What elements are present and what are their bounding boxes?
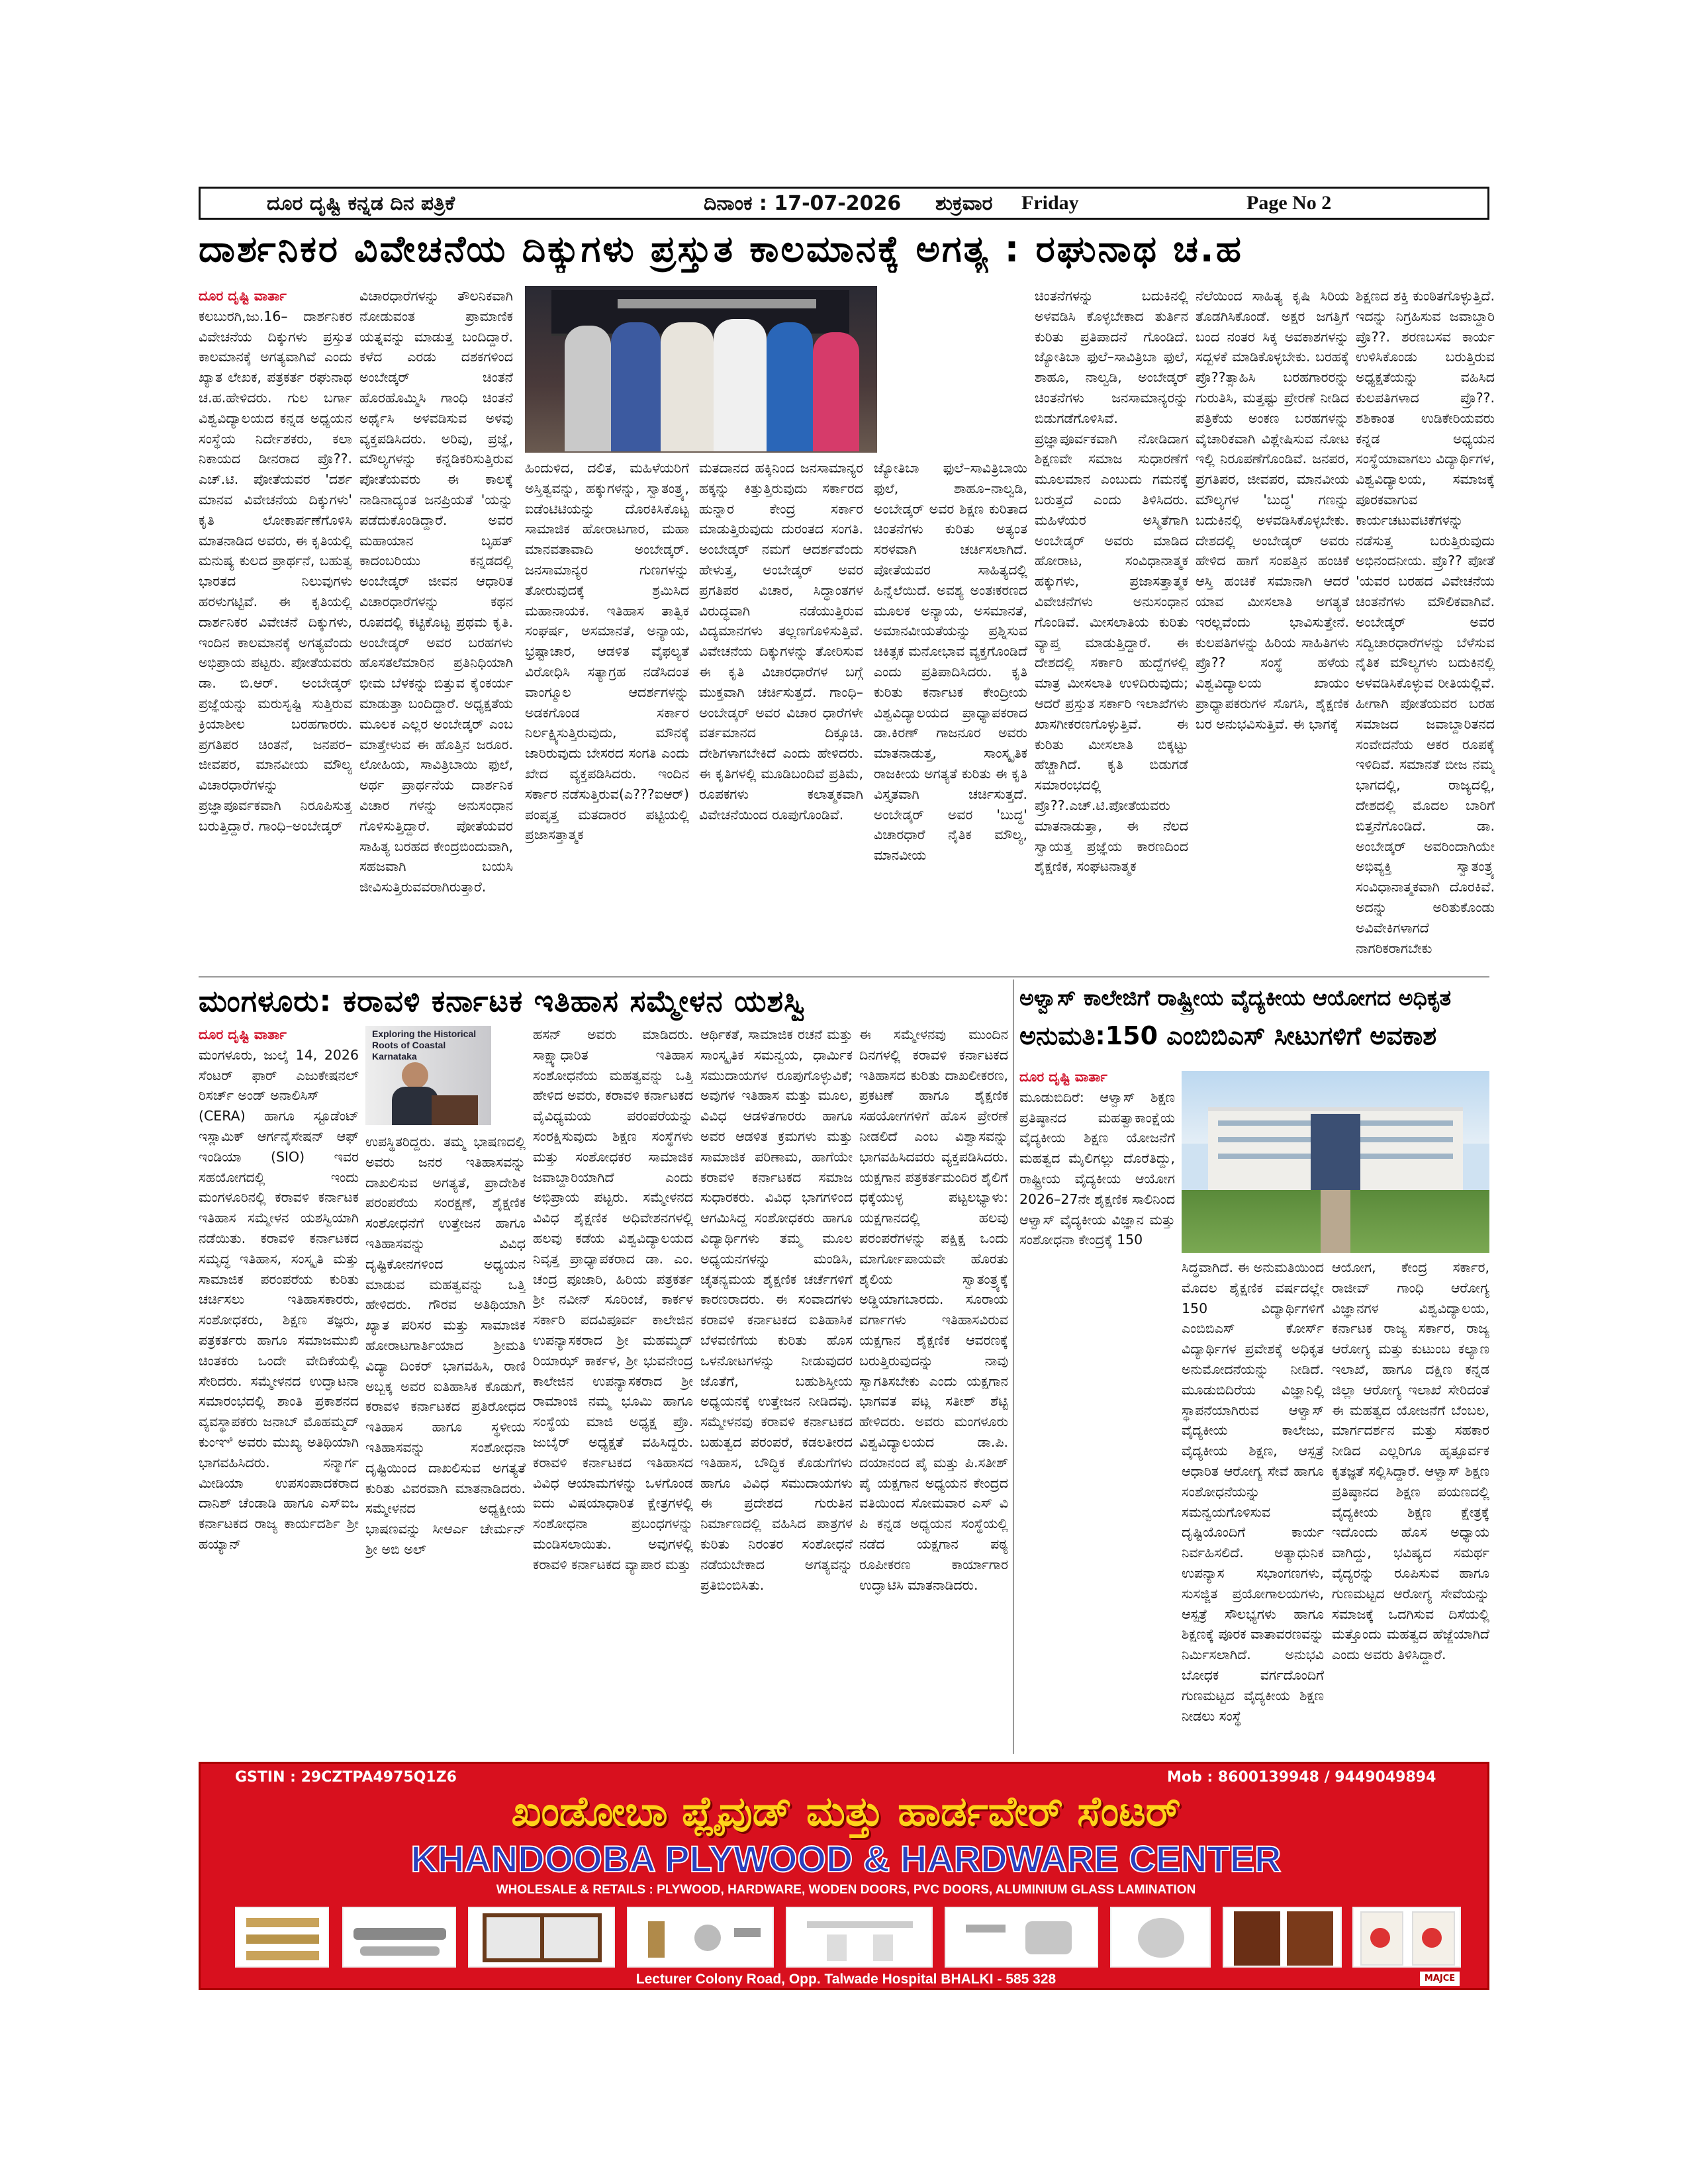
story1-column-1 bbox=[199, 286, 352, 971]
story1-column-4: ಮತದಾನದ ಹಕ್ಕಿನಿಂದ ಜನಸಾಮಾನ್ಯರ ಹಕ್ಕನ್ನು ಕಿತ್ತುತ್ತಿರುವುದು ಸರ್ಕಾರದ ಹುನ್ನಾರ ಕೇಂದ್ರ ಸರ್ಕಾರ ಮಾಡುತ್ತಿರುವುದು ದುರಂತದ ಸಂಗತಿ. ಅಂಬೇಡ್ಕರ್ ನಮಗೆ ಆದರ್ಶವೆಂದು ಹೇಳುತ್ತ, ಅಂಬೇಡ್ಕರ್ ಅವರ ಪ್ರಗತಿಪರ ವಿಚಾರ, ಸಿದ್ಧಾಂತಗಳ ವಿರುದ್ಧವಾಗಿ ನಡೆಯುತ್ತಿರುವ ವಿದ್ಯಮಾನಗಳು ತಲ್ಲಣಗೊಳಿಸುತ್ತಿವೆ. ವಿವೇಚನೆಯ ದಿಕ್ಕುಗಳನ್ನು ತೋರಿಸುವ ಈ ಕೃತಿ ವಿಚಾರಧಾರೆಗಳ ಬಗ್ಗೆ ಮುಕ್ತವಾಗಿ ಚರ್ಚಿಸುತ್ತದೆ. ಗಾಂಧಿ–ಅಂಬೇಡ್ಕರ್ ಅವರ ವಿಚಾರ ಧಾರೆಗಳೇ ವರ್ತಮಾನದ ದಿಕ್ಸೂಚಿ. ದೇಶಿಗಳಾಗಬೇಕಿದೆ ಎಂದು ಹೇಳಿದರು. ಈ ಕೃತಿಗಳಲ್ಲಿ ಮೂಡಿಬಂದಿವೆ ಪ್ರತಿಮೆ, ರೂಪಕಗಳು ಕಲಾತ್ಮಕವಾಗಿ ವಿವೇಚನೆಯಿಂದ ರೂಪುಗೊಂಡಿವೆ. bbox=[699, 460, 863, 823]
ad-tagline: WHOLESALE & RETAILS : PLYWOOD, HARDWARE, WODEN DOORS, PVC DOORS, ALUMINIUM GLASS LAMINATION bbox=[496, 1883, 1196, 1897]
story1-column-2: ವಿಚಾರಧಾರೆಗಳನ್ನು ತೌಲನಿಕವಾಗಿ ನೋಡುವಂತ ಪ್ರಾಮಾಣಿಕ ಯತ್ನವನ್ನು ಮಾಡುತ್ತ ಬಂದಿದ್ದಾರೆ. ಕಳೆದ ಎರಡು ದಶಕಗಳಿಂದ ಅಂಬೇಡ್ಕರ್ ಚಿಂತನೆ ಹೊರಹೊಮ್ಮಿಸಿ ಗಾಂಧಿ ಚಿಂತನೆ ಅರ್ಥೈಸಿ ಅಳವಡಿಸುವ ಅಳವು ವ್ಯಕ್ತಪಡಿಸಿದರು. ಅರಿವು, ಪ್ರಜ್ಞೆ, ಮೌಲ್ಯಗಳನ್ನು ಕನ್ನಡಿಕರಿಸುತ್ತಿರುವ ಪೋತೆಯವರು ಈ ಕಾಲಕ್ಕೆ ನಾಡಿನಾದ್ಯಂತ ಜನಪ್ರಿಯತೆ 'ಯನ್ನು ಪಡೆದುಕೊಂಡಿದ್ದಾರೆ. ಅವರ ಮಹಾಯಾನ ಬೃಹತ್ ಕಾದಂಬರಿಯು ಕನ್ನಡದಲ್ಲಿ ಅಂಬೇಡ್ಕರ್ ಜೀವನ ಆಧಾರಿತ ವಿಚಾರಧಾರೆಗಳನ್ನು ಕಥನ ರೂಪದಲ್ಲಿ ಕಟ್ಟಿಕೊಟ್ಟ ಪ್ರಥಮ ಕೃತಿ. ಅಂಬೇಡ್ಕರ್ ಅವರ ಬರಹಗಳು ಹೊಸತಲೆಮಾರಿನ ಪ್ರತಿನಿಧಿಯಾಗಿ ಭೀಮ ಬೆಳಕನ್ನು ಬಿತ್ತುವ ಕೈಂಕರ್ಯ ಮಾಡುತ್ತಾ ಬಂದಿದ್ದಾರೆ. ಅಧ್ಯಕ್ಷತೆಯ ಮೂಲಕ ಎಲ್ಲರ ಅಂಬೇಡ್ಕರ್ ಎಂಬ ಮಾತ್ತೇಳುವ ಈ ಹೊತ್ತಿನ ಜರೂರ. ಲೋಹಿಯ, ಸಾವಿತ್ರಿಬಾಯಿ ಫುಲೆ, ಅರ್ಥ ಪ್ರಾರ್ಥನೆಯ ದಾರ್ಶನಿಕ ವಿಚಾರ ಗಳನ್ನು ಅನುಸಂಧಾನ ಗೊಳಿಸುತ್ತಿದ್ದಾರೆ. ಪೋತೆಯವರ ಸಾಹಿತ್ಯ ಬರಹದ ಕೇಂದ್ರಬಿಂದುವಾಗಿ, ಸಹಜವಾಗಿ ಬಯಸಿ ಜೀವಿಸುತ್ತಿರುವವರಾಗಿರುತ್ತಾರೆ. bbox=[359, 288, 513, 895]
ad-product-taps bbox=[945, 1907, 1098, 1968]
day-english: Friday bbox=[1021, 192, 1079, 214]
ad-mobile: Mob : 8600139948 / 9449049894 bbox=[1167, 1769, 1436, 1786]
ad-product-fixtures bbox=[1110, 1907, 1211, 1968]
ad-product-wooden-doors bbox=[1223, 1907, 1342, 1968]
story1-headline: ದಾರ್ಶನಿಕರ ವಿವೇಚನೆಯ ದಿಕ್ಕುಗಳು ಪ್ರಸ್ತುತ ಕಾಲಮಾನಕ್ಕೆ ಅಗತ್ಯ : ರಘುನಾಥ ಚ.ಹ bbox=[199, 228, 1243, 270]
story3-text-1: ಮೂಡುಬಿದಿರೆ: ಆಳ್ವಾಸ್ ಶಿಕ್ಷಣ ಪ್ರತಿಷ್ಠಾನದ ಮಹತ್ವಾಕಾಂಕ್ಷೆಯ ವೈದ್ಯಕೀಯ ಶಿಕ್ಷಣ ಯೋಜನೆಗೆ ಮಹತ್ವದ ಮೈಲಿಗಲ್ಲು ದೊರೆತಿದ್ದು, ರಾಷ್ಟ್ರೀಯ ವೈದ್ಯಕೀಯ ಆಯೋಗ 2026–27ನೇ ಶೈಕ್ಷಣಿಕ ಸಾಲಿನಿಂದ ಆಳ್ವಾಸ್ ವೈದ್ಯಕೀಯ ವಿಜ್ಞಾನ ಮತ್ತು ಸಂಶೋಧನಾ ಕೇಂದ್ರಕ್ಕೆ 150 bbox=[1019, 1089, 1175, 1248]
date-label: ದಿನಾಂಕ : 17-07-2026 bbox=[704, 191, 902, 215]
story2-column-1 bbox=[199, 1024, 359, 1752]
ad-product-window bbox=[468, 1907, 615, 1968]
story2-text-1a: ಮಂಗಳೂರು, ಜುಲೈ 14, 2026 ಸೆಂಟರ್ ಫಾರ್ ಎಜುಕೇಷನಲ್ ರಿಸರ್ಚ್ ಅಂಡ್ ಅನಾಲಿಸಿಸ್ bbox=[199, 1046, 359, 1104]
story2-photo-banner: Exploring the Historical Roots of Coastal Karnataka bbox=[372, 1028, 477, 1062]
story1-byline: ದೂರ ದೃಷ್ಟಿ ವಾರ್ತಾ bbox=[199, 288, 287, 304]
section-divider bbox=[199, 976, 1489, 978]
story3-headline-line2: ಅನುಮತಿ:150 ಎಂಬಿಬಿಎಸ್ ಸೀಟುಗಳಿಗೆ ಅವಕಾಶ bbox=[1019, 1021, 1437, 1050]
page-header bbox=[199, 187, 1489, 220]
ad-title-kannada: ಖಂಡೋಬಾ ಪ್ಲೈವುಡ್ ಮತ್ತು ಹಾರ್ಡವೇರ್ ಸೆಂಟರ್ bbox=[511, 1787, 1181, 1835]
advertisement-banner bbox=[199, 1762, 1489, 1990]
story1-text-1: ಕಲಬುರಗಿ,ಜು.16– ದಾರ್ಶನಿಕರ ವಿವೇಚನೆಯ ದಿಕ್ಕುಗಳು ಪ್ರಸ್ತುತ ಕಾಲಮಾನಕ್ಕೆ ಅಗತ್ಯವಾಗಿವೆ ಎಂದು ಖ್ಯಾತ ಲೇಖಕ, ಪತ್ರಕರ್ತ ರಘುನಾಥ ಚ.ಹ.ಹೇಳಿದರು. ಗುಲ ಬರ್ಗಾ ವಿಶ್ವವಿದ್ಯಾಲಯದ ಕನ್ನಡ ಅಧ್ಯಯನ ಸಂಸ್ಥೆಯ ನಿರ್ದೇಶಕರು, ಕಲಾ ನಿಕಾಯದ ಡೀನರಾದ ಪ್ರೊ??. ಎಚ್.ಟಿ. ಪೋತೆಯವರ 'ದರ್ಶ ಮಾನವ ವಿವೇಚನೆಯ ದಿಕ್ಕುಗಳು' ಕೃತಿ ಲೋಕಾರ್ಪಣೆಗೊಳಿಸಿ ಮಾತನಾಡಿದ ಅವರು, ಈ ಕೃತಿಯಲ್ಲಿ ಮನುಷ್ಯ ಕುಲದ ಪ್ರಾರ್ಥನೆ, ಬಹುತ್ವ ಭಾರತದ ನಿಲುವುಗಳು ಹರಳುಗಟ್ಟಿವೆ. ಈ ಕೃತಿಯಲ್ಲಿ ದಾರ್ಶನಿಕರ ವಿವೇಚನೆ ದಿಕ್ಕುಗಳು, ಇಂದಿನ ಕಾಲಮಾನಕ್ಕೆ ಅಗತ್ಯವೆಂದು ಅಭಿಪ್ರಾಯ ಪಟ್ಟರು. ಪೋತೆಯವರು ಡಾ. ಬಿ.ಆರ್. ಅಂಬೇಡ್ಕರ್ ಪ್ರಜ್ಞೆಯನ್ನು ಮರುಸೃಷ್ಟಿ ಸುತ್ತಿರುವ ಕ್ರಿಯಾಶೀಲ ಬರಹಗಾರರು. ಪ್ರಗತಿಪರ ಚಿಂತನೆ, ಜನಪರ– ಜೀವಪರ, ಮಾನವೀಯ ಮೌಲ್ಯ ವಿಚಾರಧಾರೆಗಳನ್ನು ಪ್ರಜ್ಞಾಪೂರ್ವಕವಾಗಿ ನಿರೂಪಿಸುತ್ತ ಬರುತ್ತಿದ್ದಾರೆ. ಗಾಂಧಿ–ಅಂಬೇಡ್ಕರ್ bbox=[199, 308, 352, 834]
story2-photo bbox=[365, 1026, 491, 1125]
ad-product-hinges bbox=[235, 1907, 329, 1968]
ad-product-bolts bbox=[342, 1907, 456, 1968]
story1-column-7: ನೆಲೆಯಿಂದ ಸಾಹಿತ್ಯ ಕೃಷಿ ಸಿರಿಯ ತೊಡಗಿಸಿಕೊಂಡೆ. ಅಕ್ಷರ ಜಗತ್ತಿಗೆ ಬಂದ ನಂತರ ಸಿಕ್ಕ ಅವಕಾಶಗಳನ್ನು ಸದ್ಬಳಕೆ ಮಾಡಿಕೊಳ್ಳಬೇಕು. ಬರಹಕ್ಕೆ ಪ್ರೊ??ತ್ಸಾಹಿಸಿ ಬರಹಗಾರರನ್ನು ಗುರುತಿಸಿ, ಮತ್ತಷ್ಟು ಪ್ರೇರಣೆ ನೀಡಿದ ಪತ್ರಿಕೆಯ ಅಂಕಣ ಬರಹಗಳನ್ನು ವೈಚಾರಿಕವಾಗಿ ವಿಶ್ಲೇಷಿಸುವ ನೋಟ ಇಲ್ಲಿ ನಿರೂಪಣೆಗೊಂಡಿವೆ. ಜನಪರ, ಪ್ರಗತಿಪರ, ಜೀವಪರ, ಮಾನವೀಯ ಮೌಲ್ಯಗಳ 'ಬುದ್ಧ' ಗಣನ್ನು ಬದುಕಿನಲ್ಲಿ ಅಳವಡಿಸಿಕೊಳ್ಳಬೇಕು. ದೇಶದಲ್ಲಿ ಅಂಬೇಡ್ಕರ್ ಅವರು ಹೇಳಿದ ಹಾಗೆ ಸಂಪತ್ತಿನ ಹಂಚಿಕೆ ಆಸ್ತಿ ಹಂಚಿಕೆ ಸಮಾನಾಗಿ ಆದರೆ ಯಾವ ಮೀಸಲಾತಿ ಅಗತ್ಯತೆ ಇರಲ್ಲವೆಂದು ಭಾವಿಸುತ್ತೇನೆ. ಕುಲಪತಿಗಳನ್ನು ಹಿರಿಯ ಸಾಹಿತಿಗಳು ಪ್ರೊ?? ಸಂಸ್ಥೆ ಹಳೆಯ ವಿಶ್ವವಿದ್ಯಾಲಯ ಖಾಯಂ ಪ್ರಾಧ್ಯಾಪಕರುಗಳ ಸೊಗಸಿ, ಶೈಕ್ಷಣಿಕ ಬರ ಅನುಭವಿಸುತ್ತಿವೆ. ಈ ಭಾಗಕ್ಕೆ bbox=[1196, 288, 1349, 732]
story1-column-6: ಚಿಂತನೆಗಳನ್ನು ಬದುಕಿನಲ್ಲಿ ಅಳವಡಿಸಿ ಕೊಳ್ಳಬೇಕಾದ ತುರ್ತಿನ ಕುರಿತು ಪ್ರತಿಪಾದನೆ ಗೊಂಡಿದೆ. ಜ್ಯೋತಿಬಾ ಫುಲೆ–ಸಾವಿತ್ರಿಬಾ ಫುಲೆ, ಶಾಹೂ, ನಾಲ್ವಡಿ, ಅಂಬೇಡ್ಕರ್ ಚಿಂತನೆಗಳು ಜನಸಾಮಾನ್ಯರನ್ನು ಬಿಡುಗಡೆಗೊಳಿಸಿವೆ. ಪ್ರಜ್ಞಾಪೂರ್ವಕವಾಗಿ ನೋಡಿದಾಗ ಶಿಕ್ಷಣವೇ ಸಮಾಜ ಸುಧಾರಣೆಗೆ ಮೂಲಮಾನ ಎಂಬುದು ಗಮನಕ್ಕೆ ಬರುತ್ತದೆ ಎಂದು ತಿಳಿಸಿದರು. ಮಹಿಳೆಯರ ಅಸ್ಮಿತೆಗಾಗಿ ಅಂಬೇಡ್ಕರ್ ಅವರು ಮಾಡಿದ ಹೋರಾಟ, ಸಂವಿಧಾನಾತ್ಮಕ ಹಕ್ಕುಗಳು, ಪ್ರಜಾಸತ್ತಾತ್ಮಕ ವಿವೇಚನೆಗಳು ಅನುಸಂಧಾನ ಗೊಂಡಿವೆ. ಮೀಸಲಾತಿಯ ಕುರಿತು ವ್ಯಾಪ್ತ ಮಾಡುತ್ತಿದ್ದಾರೆ. ಈ ದೇಶದಲ್ಲಿ ಸರ್ಕಾರಿ ಹುದ್ದೆಗಳಲ್ಲಿ ಮಾತ್ರ ಮೀಸಲಾತಿ ಉಳಿದಿರುವುದು; ಆದರೆ ಪ್ರಸ್ತುತ ಸರ್ಕಾರಿ ಇಲಾಖೆಗಳು ಖಾಸಗೀಕರಣಗೊಳ್ಳುತ್ತಿವೆ. ಈ ಕುರಿತು ಮೀಸಲಾತಿ ಬಿಕ್ಕಟ್ಟು ಹೆಚ್ಚಾಗಿದೆ. ಕೃತಿ ಬಿಡುಗಡೆ ಸಮಾರಂಭದಲ್ಲಿ ಪ್ರೊ??.ಎಚ್.ಟಿ.ಪೋತೆಯವರು ಮಾತನಾಡುತ್ತಾ, ಈ ನೆಲದ ಸ್ವಾಯತ್ತ ಪ್ರಜ್ಞೆಯ ಕಾರಣದಿಂದ ಶೈಕ್ಷಣಿಕ, ಸಂಘಟನಾತ್ಮಕ bbox=[1035, 288, 1188, 875]
story1-column-3: ಹಿಂದುಳಿದ, ದಲಿತ, ಮಹಿಳೆಯರಿಗೆ ಅಸ್ತಿತ್ವವನ್ನು, ಹಕ್ಕುಗಳನ್ನು, ಸ್ವಾತಂತ್ರ್ಯ, ಐಡೆಂಟಿಟಿಯನ್ನು ದೊರಕಿಸಿಕೊಟ್ಟ ಸಾಮಾಜಿಕ ಹೋರಾಟಗಾರ, ಮಹಾ ಮಾನವತಾವಾದಿ ಅಂಬೇಡ್ಕರ್. ಜನಸಾಮಾನ್ಯರ ಗುಣಗಳನ್ನು ತೋರುವುದಕ್ಕೆ ಶ್ರಮಿಸಿದ ಮಹಾನಾಯಕ. ಇತಿಹಾಸ ತಾತ್ವಿಕ ಸಂಘರ್ಷ, ಅಸಮಾನತೆ, ಅನ್ಯಾಯ, ಭ್ರಷ್ಟಾಚಾರ, ಆಡಳಿತ ವೈಫಲ್ಯತೆ ವಿರೋಧಿಸಿ ಸತ್ಯಾಗ್ರಹ ನಡೆಸಿದಂತ ವಾಂಗ್ಮೂಲ ಆದರ್ಶಗಳನ್ನು ಅಡಕಗೊಂಡ ಸರ್ಕಾರ ನಿರ್ಲಕ್ಷ್ಯಿಸುತ್ತಿರುವುದು, ಮೌನಕ್ಕೆ ಜಾರಿರುವುದು ಬೇಸರದ ಸಂಗತಿ ಎಂದು ಖೇದ ವ್ಯಕ್ತಪಡಿಸಿದರು. ಇಂದಿನ ಸರ್ಕಾರ ನಡೆಸುತ್ತಿರುವ(ಎ???ಐಆರ್) ಪಂಪೃತ್ತ ಮತದಾರರ ಪಟ್ಟಿಯಲ್ಲಿ ಪ್ರಜಾಸತ್ತಾತ್ಮಕ bbox=[525, 460, 689, 843]
story1-photo bbox=[525, 286, 877, 453]
story3-photo bbox=[1182, 1071, 1489, 1253]
story2-headline: ಮಂಗಳೂರು: ಕರಾವಳಿ ಕರ್ನಾಟಕ ಇತಿಹಾಸ ಸಮ್ಮೇಳನ ಯಶಸ್ವಿ bbox=[199, 983, 806, 1019]
story2-text-1b: (CERA) ಹಾಗೂ ಸ್ಟೂಡೆಂಟ್ ಇಸ್ಲಾಮಿಕ್ ಆರ್ಗನೈಸೇಷನ್ ಆಫ್ ಇಂಡಿಯಾ (SIO) ಇವರ ಸಹಯೋಗದಲ್ಲಿ ಇಂದು ಮಂಗಳೂರಿನಲ್ಲಿ ಕರಾವಳಿ ಕರ್ನಾಟಕ ಇತಿಹಾಸ ಸಮ್ಮೇಳನ ಯಶಸ್ವಿಯಾಗಿ ನಡೆಯಿತು. ಕರಾವಳಿ ಕರ್ನಾಟಕದ ಸಮೃದ್ಧ ಇತಿಹಾಸ, ಸಂಸ್ಕೃತಿ ಮತ್ತು ಸಾಮಾಜಿಕ ಪರಂಪರೆಯ ಕುರಿತು ಚರ್ಚಿಸಲು ಇತಿಹಾಸಕಾರರು, ಸಂಶೋಧಕರು, ಶಿಕ್ಷಣ ತಜ್ಞರು, ಪತ್ರಕರ್ತರು ಹಾಗೂ ಸಮಾಜಮುಖಿ ಚಿಂತಕರು ಒಂದೇ ವೇದಿಕೆಯಲ್ಲಿ ಸೇರಿದರು. ಸಮ್ಮೇಳನದ ಉದ್ಘಾಟನಾ ಸಮಾರಂಭದಲ್ಲಿ ಶಾಂತಿ ಪ್ರಕಾಶನದ ವ್ಯವಸ್ಥಾಪಕರು ಜನಾಬ್ ಮೊಹಮ್ಮದ್ ಕುಂಞಿ ಅವರು ಮುಖ್ಯ ಅತಿಥಿಯಾಗಿ ಭಾಗವಹಿಸಿದರು. ಸನ್ಮಾರ್ಗ ಮೀಡಿಯಾ ಉಪಸಂಪಾದಕರಾದ ದಾನಿಶ್ ಚೆಂಡಾಡಿ ಹಾಗೂ ಎಸ್ಐಒ ಕರ್ನಾಟಕದ ರಾಜ್ಯ ಕಾರ್ಯದರ್ಶಿ ಶ್ರೀ ಹಯ್ಯಾನ್ bbox=[199, 1108, 359, 1552]
story3-column-3: ಆಯೋಗ, ಕೇಂದ್ರ ಸರ್ಕಾರ, ರಾಜೀವ್ ಗಾಂಧಿ ಆರೋಗ್ಯ ವಿಜ್ಞಾನಗಳ ವಿಶ್ವವಿದ್ಯಾಲಯ, ಕರ್ನಾಟಕ ರಾಜ್ಯ ಸರ್ಕಾರ, ರಾಜ್ಯ ಆರೋಗ್ಯ ಮತ್ತು ಕುಟುಂಬ ಕಲ್ಯಾಣ ಇಲಾಖೆ, ಹಾಗೂ ದಕ್ಷಿಣ ಕನ್ನಡ ಜಿಲ್ಲಾ ಆರೋಗ್ಯ ಇಲಾಖೆ ಸೇರಿದಂತೆ ಈ ಮಹತ್ವದ ಯೋಜನೆಗೆ ಬೆಂಬಲ, ಮಾರ್ಗದರ್ಶನ ಮತ್ತು ಸಹಕಾರ ನೀಡಿದ ಎಲ್ಲರಿಗೂ ಹೃತ್ಪೂರ್ವಕ ಕೃತಜ್ಞತೆ ಸಲ್ಲಿಸಿದ್ದಾರೆ. ಆಳ್ವಾಸ್ ಶಿಕ್ಷಣ ಪ್ರತಿಷ್ಠಾನದ ಶಿಕ್ಷಣ ಪಯಣದಲ್ಲಿ ವೈದ್ಯಕೀಯ ಶಿಕ್ಷಣ ಕ್ಷೇತ್ರಕ್ಕೆ ಇದೊಂದು ಹೊಸ ಅಧ್ಯಾಯ ವಾಗಿದ್ದು, ಭವಿಷ್ಯದ ಸಮರ್ಥ ವೈದ್ಯರನ್ನು ರೂಪಿಸುವ ಹಾಗೂ ಗುಣಮಟ್ಟದ ಆರೋಗ್ಯ ಸೇವೆಯನ್ನು ಸಮಾಜಕ್ಕೆ ಒದಗಿಸುವ ದಿಸೆಯಲ್ಲಿ ಮತ್ತೊಂದು ಮಹತ್ವದ ಹೆಜ್ಜೆಯಾಗಿದೆ ಎಂದು ಅವರು ತಿಳಿಸಿದ್ದಾರೆ. bbox=[1332, 1259, 1489, 1663]
story2-column-3: ಹಸನ್ ಅವರು ಮಾಡಿದರು. ಸಾಕ್ಷ್ಯಾಧಾರಿತ ಇತಿಹಾಸ ಸಂಶೋಧನೆಯ ಮಹತ್ವವನ್ನು ಒತ್ತಿ ಹೇಳಿದ ಅವರು, ಕರಾವಳಿ ಕರ್ನಾಟಕದ ವೈವಿಧ್ಯಮಯ ಪರಂಪರೆಯನ್ನು ಸಂರಕ್ಷಿಸುವುದು ಶಿಕ್ಷಣ ಸಂಸ್ಥೆಗಳು ಮತ್ತು ಸಂಶೋಧಕರ ಸಾಮಾಜಿಕ ಜವಾಬ್ದಾರಿಯಾಗಿದೆ ಎಂದು ಅಭಿಪ್ರಾಯ ಪಟ್ಟರು. ಸಮ್ಮೇಳನದ ವಿವಿಧ ಶೈಕ್ಷಣಿಕ ಅಧಿವೇಶನಗಳಲ್ಲಿ ಹಲವು ಕಡೆಯ ವಿಶ್ವವಿದ್ಯಾಲಯದ ನಿವೃತ್ತ ಪ್ರಾಧ್ಯಾಪಕರಾದ ಡಾ. ಎಂ. ಚಂದ್ರ ಪೂಜಾರಿ, ಹಿರಿಯ ಪತ್ರಕರ್ತ ಶ್ರೀ ನವೀನ್ ಸೂರಿಂಜೆ, ಕಾರ್ಕಳ ಸರ್ಕಾರಿ ಪದವಿಪೂರ್ವ ಕಾಲೇಜಿನ ಉಪನ್ಯಾಸಕರಾದ ಶ್ರೀ ಮಹಮ್ಮದ್ ರಿಯಾಝ್ ಕಾರ್ಕಳ, ಶ್ರೀ ಭುವನೇಂದ್ರ ಕಾಲೇಜಿನ ಉಪನ್ಯಾಸಕರಾದ ಶ್ರೀ ರಾಮಾಂಜಿ ನಮ್ಮ ಭೂಮಿ ಹಾಗೂ ಸಂಸ್ಥೆಯ ಮಾಜಿ ಅಧ್ಯಕ್ಷ ಪ್ರೊ. ಜುಬೈರ್ ಅಧ್ಯಕ್ಷತೆ ವಹಿಸಿದ್ದರು. ಕರಾವಳಿ ಕರ್ನಾಟಕದ ಇತಿಹಾಸದ ವಿವಿಧ ಆಯಾಮಗಳನ್ನು ಒಳಗೊಂಡ ಐದು ವಿಷಯಾಧಾರಿತ ಕ್ಷೇತ್ರಗಳಲ್ಲಿ ಸಂಶೋಧನಾ ಪ್ರಬಂಧಗಳನ್ನು ಮಂಡಿಸಲಾಯಿತು. ಅವುಗಳಲ್ಲಿ ಕರಾವಳಿ ಕರ್ನಾಟಕದ ವ್ಯಾಪಾರ ಮತ್ತು bbox=[533, 1026, 693, 1572]
story1-column-8: ಶಿಕ್ಷಣದ ಶಕ್ತಿ ಕುಂಠಿತಗೊಳ್ಳುತ್ತಿದೆ. ಇದನ್ನು ನಿಗ್ರಹಿಸುವ ಜವಾಬ್ದಾರಿ ಪ್ರೊ??. ಶರಣಬಸವ ಕಾರ್ಯ ಉಳಿಸಿಕೊಂಡು ಬರುತ್ತಿರುವ ಅಧ್ಯಕ್ಷತೆಯನ್ನು ವಹಿಸಿದ ಕುಲಪತಿಗಳಾದ ಪ್ರೊ??. ಶಶಿಕಾಂತ ಉಡಿಕೇರಿಯವರು ಕನ್ನಡ ಅಧ್ಯಯನ ಸಂಸ್ಥೆಯಾವಾಗಲು ವಿದ್ಯಾರ್ಥಿಗಳ, ವಿಶ್ವವಿದ್ಯಾಲಯ, ಸಮಾಜಕ್ಕೆ ಪೂರಕವಾಗುವ ಕಾರ್ಯಚಟುವಟಿಕೆಗಳನ್ನು ನಡೆಸುತ್ತ ಬರುತ್ತಿರುವುದು ಅಭಿನಂದನೀಯ. ಪ್ರೊ?? ಪೋತೆ 'ಯವರ ಬರಹದ ವಿವೇಚನೆಯ ಚಿಂತನೆಗಳು ಮೌಲಿಕವಾಗಿವೆ. ಅಂಬೇಡ್ಕರ್ ಅವರ ಸದ್ವಿಚಾರಧಾರೆಗಳನ್ನು ಬೆಳೆಸುವ ನೈತಿಕ ಮೌಲ್ಯಗಳು ಬದುಕಿನಲ್ಲಿ ಅಳವಡಿಸಿಕೊಳ್ಳುವ ರೀತಿಯಲ್ಲಿವೆ. ಹೀಗಾಗಿ ಪೋತೆಯವರ ಬರಹ ಸಮಾಜದ ಜವಾಬ್ದಾರಿತನದ ಸಂವೇದನೆಯ ಆಕರ ರೂಪಕ್ಕೆ ಇಳಿದಿವೆ. ಸಮಾನತೆ ಬೀಜ ನಮ್ಮ ಭಾಗದಲ್ಲಿ, ರಾಜ್ಯದಲ್ಲಿ, ದೇಶದಲ್ಲಿ ಮೊದಲ ಬಾರಿಗೆ ಬಿತ್ತನೆಗೊಂಡಿದೆ. ಡಾ. ಅಂಬೇಡ್ಕರ್ ಅವರಿಂದಾಗಿಯೇ ಅಭಿವ್ಯಕ್ತಿ ಸ್ವಾತಂತ್ರ್ಯ ಸಂವಿಧಾನಾತ್ಮಕವಾಗಿ ದೊರಕಿವೆ. ಅದನ್ನು ಅರಿತುಕೊಂಡು ಅವಿವೇಕಿಗಳಾಗದೆ ನಾಗರಿಕರಾಗಬೇಕು bbox=[1356, 288, 1495, 956]
paper-name: ದೂರ ದೃಷ್ಟಿ ಕನ್ನಡ ದಿನ ಪತ್ರಿಕೆ bbox=[267, 191, 455, 215]
story2-column-2: ಉಪಸ್ಥಿತರಿದ್ದರು. ತಮ್ಮ ಭಾಷಣದಲ್ಲಿ ಅವರು ಜನರ ಇತಿಹಾಸವನ್ನು ದಾಖಲಿಸುವ ಅಗತ್ಯತೆ, ಪ್ರಾದೇಶಿಕ ಪರಂಪರೆಯ ಸಂರಕ್ಷಣೆ, ಶೈಕ್ಷಣಿಕ ಸಂಶೋಧನೆಗೆ ಉತ್ತೇಜನ ಹಾಗೂ ಇತಿಹಾಸವನ್ನು ವಿವಿಧ ದೃಷ್ಟಿಕೋನಗಳಿಂದ ಅಧ್ಯಯನ ಮಾಡುವ ಮಹತ್ವವನ್ನು ಒತ್ತಿ ಹೇಳಿದರು. ಗೌರವ ಅತಿಥಿಯಾಗಿ ಖ್ಯಾತ ಪರಿಸರ ಮತ್ತು ಸಾಮಾಜಿಕ ಹೋರಾಟಗಾರ್ತಿಯಾದ ಶ್ರೀಮತಿ ವಿದ್ಯಾ ದಿಂಕರ್ ಭಾಗವಹಿಸಿ, ರಾಣಿ ಅಬ್ಬಕ್ಕ ಅವರ ಐತಿಹಾಸಿಕ ಕೊಡುಗೆ, ಕರಾವಳಿ ಕರ್ನಾಟಕದ ಪ್ರತಿರೋಧದ ಇತಿಹಾಸ ಹಾಗೂ ಸ್ಥಳೀಯ ಇತಿಹಾಸವನ್ನು ಸಂಶೋಧನಾ ದೃಷ್ಟಿಯಿಂದ ದಾಖಲಿಸುವ ಅಗತ್ಯತೆ ಕುರಿತು ವಿವರವಾಗಿ ಮಾತನಾಡಿದರು. ಸಮ್ಮೇಳನದ ಅಧ್ಯಕ್ಷೀಯ ಭಾಷಣವನ್ನು ಸೀಆರ್ಎ ಚೇರ್ಮನ್ ಶ್ರೀ ಅಬಿ ಅಲ್ bbox=[365, 1134, 526, 1557]
story2-column-4: ಆರ್ಥಿಕತೆ, ಸಾಮಾಜಿಕ ರಚನೆ ಮತ್ತು ಸಾಂಸ್ಕೃತಿಕ ಸಮನ್ವಯ, ಧಾರ್ಮಿಕ ಸಮುದಾಯಗಳ ರೂಪುಗೊಳ್ಳುವಿಕೆ; ಅವುಗಳ ಇತಿಹಾಸ ಮತ್ತು ಮೂಲ, ವಿವಿಧ ಆಡಳಿತಗಾರರು ಹಾಗೂ ಅವರ ಆಡಳಿತ ಕ್ರಮಗಳು ಮತ್ತು ಸಾಮಾಜಿಕ ಪರಿಣಾಮ, ಹಾಗೆಯೇ ಕರಾವಳಿ ಕರ್ನಾಟಕದ ಸಮಾಜ ಸುಧಾರಕರು. ವಿವಿಧ ಭಾಗಗಳಿಂದ ಆಗಮಿಸಿದ್ದ ಸಂಶೋಧಕರು ಹಾಗೂ ವಿದ್ಯಾರ್ಥಿಗಳು ತಮ್ಮ ಮೂಲ ಅಧ್ಯಯನಗಳನ್ನು ಮಂಡಿಸಿ, ಚೈತನ್ಯಮಯ ಶೈಕ್ಷಣಿಕ ಚರ್ಚೆಗಳಿಗೆ ಕಾರಣರಾದರು. ಈ ಸಂವಾದಗಳು ಕರಾವಳಿ ಕರ್ನಾಟಕದ ಐತಿಹಾಸಿಕ ಬೆಳವಣಿಗೆಯ ಕುರಿತು ಹೊಸ ಒಳನೋಟಗಳನ್ನು ನೀಡುವುದರ ಜೊತೆಗೆ, ಬಹುಶಿಸ್ತೀಯ ಅಧ್ಯಯನಕ್ಕೆ ಉತ್ತೇಜನ ನೀಡಿದವು. ಸಮ್ಮೇಳನವು ಕರಾವಳಿ ಕರ್ನಾಟಕದ ಬಹುತ್ವದ ಪರಂಪರೆ, ಕಡಲತೀರದ ಇತಿಹಾಸ, ಬೌದ್ಧಿಕ ಕೊಡುಗೆಗಳು ಹಾಗೂ ವಿವಿಧ ಸಮುದಾಯಗಳು ಈ ಪ್ರದೇಶದ ಗುರುತಿನ ನಿರ್ಮಾಣದಲ್ಲಿ ವಹಿಸಿದ ಪಾತ್ರಗಳ ಕುರಿತು ನಿರಂತರ ಸಂಶೋಧನೆ ನಡೆಯಬೇಕಾದ ಅಗತ್ಯವನ್ನು ಪ್ರತಿಬಿಂಬಿಸಿತು. bbox=[700, 1026, 853, 1593]
story3-column-2: ಸಿದ್ಧವಾಗಿದೆ. ಈ ಅನುಮತಿಯಿಂದ ಮೊದಲ ಶೈಕ್ಷಣಿಕ ವರ್ಷದಲ್ಲೇ 150 ವಿದ್ಯಾರ್ಥಿಗಳಿಗೆ ಎಂಬಿಬಿಎಸ್ ಕೋರ್ಸ್ ವಿದ್ಯಾರ್ಥಿಗಳ ಪ್ರವೇಶಕ್ಕೆ ಅಧಿಕೃತ ಅನುಮೋದನೆಯನ್ನು ನೀಡಿದೆ. ಮೂಡುಬಿದಿರೆಯ ವಿಜ್ಞಾನಿಲ್ಲಿ ಸ್ಥಾಪನೆಯಾಗಿರುವ ಆಳ್ವಾಸ್ ವೈದ್ಯಕೀಯ ಕಾಲೇಜು, ವೈದ್ಯಕೀಯ ಶಿಕ್ಷಣ, ಆಸ್ಪತ್ರೆ ಆಧಾರಿತ ಆರೋಗ್ಯ ಸೇವೆ ಹಾಗೂ ಸಂಶೋಧನೆಯನ್ನು ಸಮನ್ವಯಗೊಳಿಸುವ ದೃಷ್ಟಿಯೊಂದಿಗೆ ಕಾರ್ಯ ನಿರ್ವಹಿಸಲಿದೆ. ಅತ್ಯಾಧುನಿಕ ಉಪನ್ಯಾಸ ಸಭಾಂಗಣಗಳು, ಸುಸಜ್ಜಿತ ಪ್ರಯೋಗಾಲಯಗಳು, ಆಸ್ಪತ್ರೆ ಸೌಲಭ್ಯಗಳು ಹಾಗೂ ಶಿಕ್ಷಣಕ್ಕೆ ಪೂರಕ ವಾತಾವರಣವನ್ನು ನಿರ್ಮಿಸಲಾಗಿದೆ. ಅನುಭವಿ ಬೋಧಕ ವರ್ಗದೊಂದಿಗೆ ಗುಣಮಟ್ಟದ ವೈದ್ಯಕೀಯ ಶಿಕ್ಷಣ ನೀಡಲು ಸಂಸ್ಥೆ bbox=[1182, 1259, 1324, 1724]
ad-address: Lecturer Colony Road, Opp. Talwade Hospital BHALKI - 585 328 bbox=[635, 1972, 1056, 1987]
ad-gstin: GSTIN : 29CZTPA4975Q1Z6 bbox=[235, 1769, 457, 1786]
column-rule bbox=[1013, 979, 1014, 1754]
ad-product-glass-doors bbox=[1352, 1907, 1461, 1968]
story2-byline: ದೂರ ದೃಷ್ಟಿ ವಾರ್ತಾ bbox=[199, 1026, 287, 1042]
ad-badge: MAJCE bbox=[1420, 1972, 1460, 1986]
story3-headline-line1: ಅಳ್ವಾಸ್ ಕಾಲೇಜಿಗೆ ರಾಷ್ಟ್ರೀಯ ವೈದ್ಯಕೀಯ ಆಯೋಗದ ಅಧಿಕೃತ bbox=[1019, 985, 1452, 1011]
story3-byline: ದೂರ ದೃಷ್ಟಿ ವಾರ್ತಾ bbox=[1019, 1069, 1107, 1085]
ad-product-door-handles bbox=[627, 1907, 774, 1968]
ad-product-bathroom-fittings bbox=[786, 1907, 933, 1968]
page-number: Page No 2 bbox=[1246, 192, 1332, 214]
story3-column-1 bbox=[1019, 1067, 1175, 1752]
story1-column-5: ಜ್ಯೋತಿಬಾ ಫುಲೆ–ಸಾವಿತ್ರಿಬಾಯಿ ಫುಲೆ, ಶಾಹೂ–ನಾಲ್ವಡಿ, ಅಂಬೇಡ್ಕರ್ ಅವರ ಶಿಕ್ಷಣ ಕುರಿತಾದ ಚಿಂತನೆಗಳು ಕುರಿತು ಅತ್ಯಂತ ಸರಳವಾಗಿ ಚರ್ಚಿಸಲಾಗಿದೆ. ಪೋತೆಯವರ ಸಾಹಿತ್ಯದಲ್ಲಿ ಹಿನ್ನೆಲೆಯಿದೆ. ಅವಶ್ಯ ಅಂತಃಕರಣದ ಮೂಲಕ ಅನ್ಯಾಯ, ಅಸಮಾನತೆ, ಅಮಾನವೀಯತೆಯನ್ನು ಪ್ರಶ್ನಿಸುವ ಚಿಕಿತ್ಸಕ ಮನೋಭಾವ ವ್ಯಕ್ತಗೊಂಡಿದೆ ಎಂದು ಪ್ರತಿಪಾದಿಸಿದರು. ಕೃತಿ ಕುರಿತು ಕರ್ನಾಟಕ ಕೇಂದ್ರೀಯ ವಿಶ್ವವಿದ್ಯಾಲಯದ ಪ್ರಾಧ್ಯಾಪಕರಾದ ಡಾ.ಕಿರಣ್ ಗಾಜನೂರ ಅವರು ಮಾತನಾಡುತ್ತ, ಸಾಂಸ್ಕೃತಿಕ ರಾಜಕೀಯ ಅಗತ್ಯತೆ ಕುರಿತು ಈ ಕೃತಿ ವಿಸ್ತೃತವಾಗಿ ಚರ್ಚಿಸುತ್ತದೆ. ಅಂಬೇಡ್ಕರ್ ಅವರ 'ಬುದ್ಧ' ವಿಚಾರಧಾರೆ ನೈತಿಕ ಮೌಲ್ಯ, ಮಾನವೀಯ bbox=[874, 460, 1027, 864]
day-kannada: ಶುಕ್ರವಾರ bbox=[935, 191, 993, 215]
ad-title-english: KHANDOOBA PLYWOOD & HARDWARE CENTER bbox=[410, 1838, 1282, 1880]
story2-column-5: ಈ ಸಮ್ಮೇಳನವು ಮುಂದಿನ ದಿನಗಳಲ್ಲಿ ಕರಾವಳಿ ಕರ್ನಾಟಕದ ಇತಿಹಾಸದ ಕುರಿತು ದಾಖಲೀಕರಣ, ಪ್ರಕಟಣೆ ಹಾಗೂ ಶೈಕ್ಷಣಿಕ ಸಹಯೋಗಗಳಿಗೆ ಹೊಸ ಪ್ರೇರಣೆ ನೀಡಲಿದೆ ಎಂಬ ವಿಶ್ವಾಸವನ್ನು ಭಾಗವಹಿಸಿದವರು ವ್ಯಕ್ತಪಡಿಸಿದರು. ಯಕ್ಷಗಾನ ಪತ್ರಕರ್ತಮಂದಿರ ಶೈಲಿಗೆ ಧಕ್ಕೆಯುಳ್ಳ ಪಟ್ಟಲಭ್ಯಾಳು: ಯಕ್ಷಗಾನದಲ್ಲಿ ಹಲವು ಪರಂಪರೆಗಳನ್ನು ಪಕ್ಷಿಕ್ಷ ಒಂದು ಮಾರ್ಗೋಪಾಯವೇ ಹೊರತು ಶೈಲಿಯ ಸ್ವಾತಂತ್ರ್ಯಕ್ಕೆ ಅಡ್ಡಿಯಾಗಬಾರದು. ಸೂರಾಯ ವರ್ಗಾಗಳು ಇತಿಹಾಸವಿರುವ ಯಕ್ಷಗಾನ ಶೈಕ್ಷಣಿಕ ಆವರಣಕ್ಕೆ ಬರುತ್ತಿರುವುದನ್ನು ನಾವು ಸ್ವಾಗತಿಸಬೇಕು ಎಂದು ಯಕ್ಷಗಾನ ಭಾಗವತ ಪಟ್ಲ ಸತೀಶ್ ಶೆಟ್ಟಿ ಹೇಳಿದರು. ಅವರು ಮಂಗಳೂರು ವಿಶ್ವವಿದ್ಯಾಲಯದ ಡಾ.ಪಿ. ದಯಾನಂದ ಪೈ ಮತ್ತು ಪಿ.ಸತೀಶ್ ಪೈ ಯಕ್ಷಗಾನ ಅಧ್ಯಯನ ಕೇಂದ್ರದ ವತಿಯಿಂದ ಸೋಮವಾರ ಎಸ್ ವಿ ಪಿ ಕನ್ನಡ ಅಧ್ಯಯನ ಸಂಸ್ಥೆಯಲ್ಲಿ ನಡೆದ ಯಕ್ಷಗಾನ ಪಠ್ಯ ರೂಪೀಕರಣ ಕಾರ್ಯಾಗಾರ ಉದ್ಘಾಟಿಸಿ ಮಾತನಾಡಿದರು. bbox=[859, 1026, 1008, 1593]
